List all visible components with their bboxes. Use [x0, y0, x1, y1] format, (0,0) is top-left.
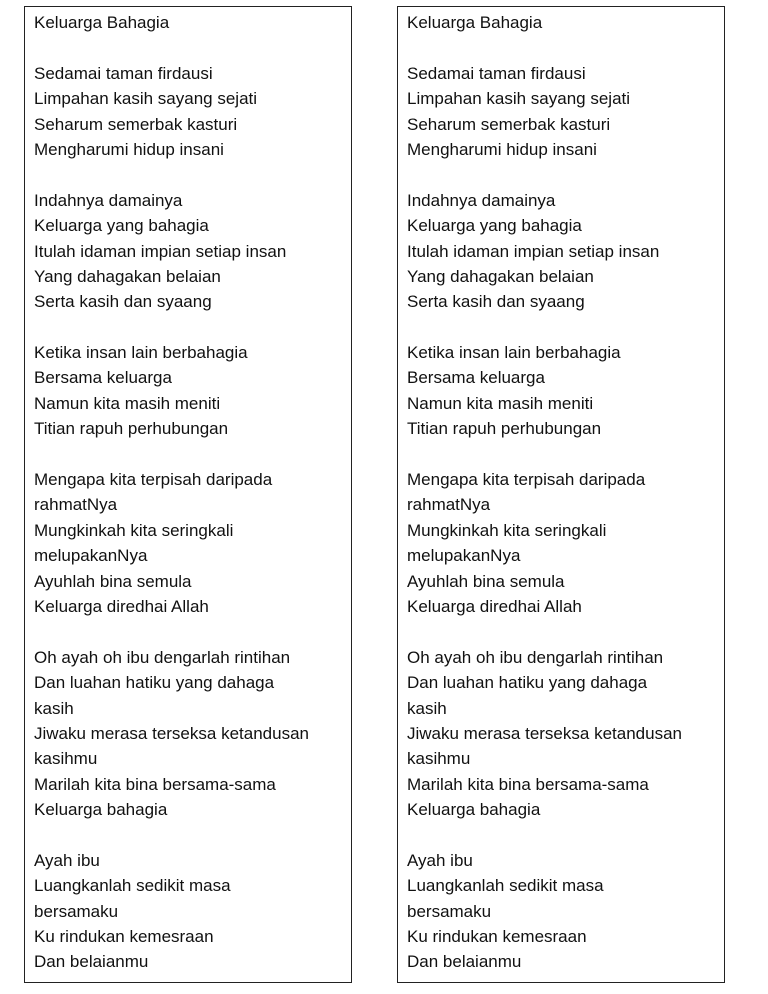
stanza-gap [34, 162, 351, 187]
lyric-line: rahmatNya [34, 495, 118, 515]
lyric-line: Yang dahagakan belaian [34, 266, 221, 286]
stanza [407, 467, 724, 619]
lyric-line: bersamaku [407, 901, 492, 921]
lyric-line: Ketika insan lain berbahagia [34, 343, 248, 363]
lyric-line: Ku rindukan kemesraan [407, 927, 587, 947]
stanza-gap [34, 315, 351, 340]
lyric-line: Keluarga yang bahagia [34, 216, 209, 236]
lyric-line: Indahnya damainya [407, 190, 556, 210]
lyric-line: Keluarga yang bahagia [407, 216, 582, 236]
lyric-line: Serta kasih dan syaang [407, 292, 585, 312]
lyric-line: Itulah idaman impian setiap insan [34, 241, 287, 261]
stanza [407, 340, 724, 442]
lyric-line: Sedamai taman firdausi [407, 63, 586, 83]
lyrics-box-left [24, 6, 352, 983]
lyric-line: Jiwaku merasa terseksa ketandusan [407, 723, 682, 743]
lyric-line: Seharum semerbak kasturi [34, 114, 238, 134]
lyric-line: Ayah ibu [34, 850, 100, 870]
lyric-line: Titian rapuh perhubungan [34, 419, 229, 439]
lyric-line: Namun kita masih meniti [34, 393, 221, 413]
stanza-gap [407, 619, 724, 644]
lyric-line: kasihmu [34, 749, 98, 769]
stanza-gap [407, 35, 724, 60]
lyrics-box-right [397, 6, 725, 983]
lyric-line: Mungkinkah kita seringkali [34, 520, 234, 540]
lyric-line: Limpahan kasih sayang sejati [407, 89, 631, 109]
lyric-line: Mengapa kita terpisah daripada [407, 470, 646, 490]
lyric-line: Luangkanlah sedikit masa [407, 876, 604, 896]
stanza-gap [407, 315, 724, 340]
stanza [34, 61, 351, 163]
lyric-line: Mengapa kita terpisah daripada [34, 470, 273, 490]
lyric-line: Luangkanlah sedikit masa [34, 876, 231, 896]
lyric-line: Dan luahan hatiku yang dahaga [34, 673, 275, 693]
stanza [407, 61, 724, 163]
stanza-gap [34, 442, 351, 467]
lyric-line: melupakanNya [34, 546, 148, 566]
lyric-line: Mengharumi hidup insani [34, 139, 224, 159]
lyric-line: Bersama keluarga [407, 368, 545, 388]
lyric-line: Limpahan kasih sayang sejati [34, 89, 258, 109]
lyric-line: Marilah kita bina bersama-sama [407, 774, 649, 794]
stanza-gap [407, 162, 724, 187]
lyric-line: Bersama keluarga [34, 368, 172, 388]
stanza [407, 188, 724, 315]
stanza-gap [407, 823, 724, 848]
lyric-line: melupakanNya [407, 546, 521, 566]
lyric-line: Titian rapuh perhubungan [407, 419, 602, 439]
lyric-line: Indahnya damainya [34, 190, 183, 210]
lyric-line: kasihmu [407, 749, 471, 769]
stanza [34, 188, 351, 315]
lyric-line: Ayuhlah bina semula [407, 571, 565, 591]
lyric-line: Ku rindukan kemesraan [34, 927, 214, 947]
lyric-line: Namun kita masih meniti [407, 393, 594, 413]
stanza-gap [407, 442, 724, 467]
lyric-line: Yang dahagakan belaian [407, 266, 594, 286]
lyric-line: kasih [34, 698, 74, 718]
lyric-line: Itulah idaman impian setiap insan [407, 241, 660, 261]
lyric-line: Keluarga diredhai Allah [34, 596, 209, 616]
stanza [34, 848, 351, 975]
lyric-line: kasih [407, 698, 447, 718]
lyric-line: Keluarga bahagia [407, 800, 541, 820]
lyric-line: Keluarga diredhai Allah [407, 596, 582, 616]
lyrics-title: Keluarga Bahagia [407, 13, 543, 32]
lyric-line: Keluarga bahagia [34, 800, 168, 820]
lyrics-title: Keluarga Bahagia [34, 13, 170, 32]
stanza [407, 848, 724, 975]
lyric-line: Mungkinkah kita seringkali [407, 520, 607, 540]
lyric-line: Seharum semerbak kasturi [407, 114, 611, 134]
stanza-gap [34, 35, 351, 60]
stanza [34, 467, 351, 619]
lyric-line: Ayuhlah bina semula [34, 571, 192, 591]
stanza [407, 645, 724, 823]
lyric-line: bersamaku [34, 901, 119, 921]
lyric-line: Oh ayah oh ibu dengarlah rintihan [407, 647, 664, 667]
lyric-line: Dan belaianmu [34, 952, 149, 972]
lyric-line: Marilah kita bina bersama-sama [34, 774, 276, 794]
lyric-line: Sedamai taman firdausi [34, 63, 213, 83]
lyric-line: rahmatNya [407, 495, 491, 515]
stanza-gap [34, 823, 351, 848]
lyric-line: Dan luahan hatiku yang dahaga [407, 673, 648, 693]
lyric-line: Ketika insan lain berbahagia [407, 343, 621, 363]
lyric-line: Jiwaku merasa terseksa ketandusan [34, 723, 309, 743]
stanza-gap [34, 619, 351, 644]
stanza [34, 340, 351, 442]
lyric-line: Oh ayah oh ibu dengarlah rintihan [34, 647, 291, 667]
lyric-line: Serta kasih dan syaang [34, 292, 212, 312]
lyric-line: Dan belaianmu [407, 952, 522, 972]
lyric-line: Ayah ibu [407, 850, 473, 870]
stanza [34, 645, 351, 823]
lyric-line: Mengharumi hidup insani [407, 139, 597, 159]
